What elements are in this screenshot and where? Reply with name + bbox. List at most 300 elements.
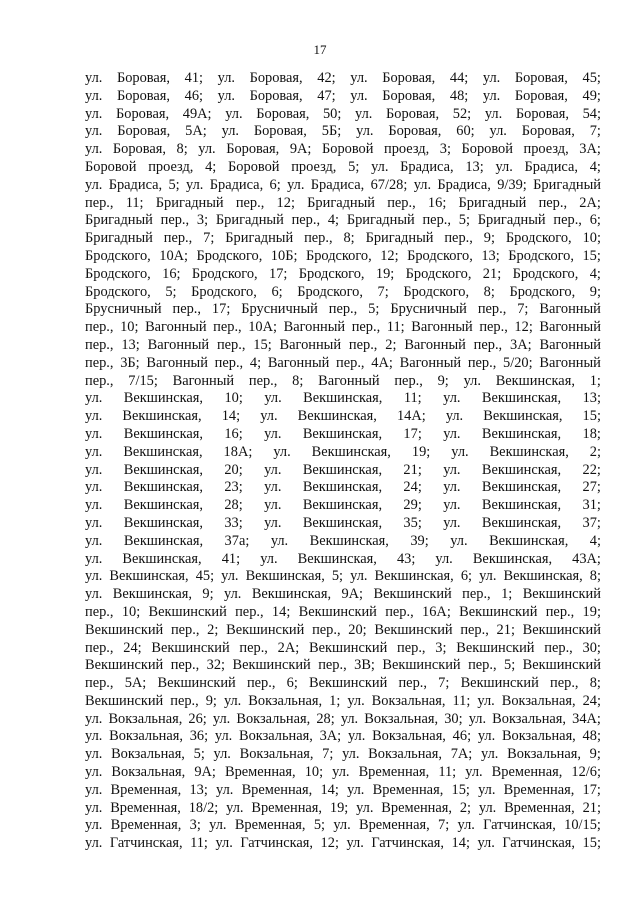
word: ул. — [463, 372, 481, 389]
word: пер., — [544, 639, 573, 656]
word: 3А; — [579, 141, 601, 158]
word: 4; — [327, 212, 340, 229]
word: ул. — [445, 408, 464, 425]
word: 3; — [435, 639, 447, 656]
word: 9А; — [341, 586, 364, 603]
word: Временная, — [381, 799, 452, 816]
word: Боровая, — [116, 70, 171, 86]
word: 18А; — [223, 443, 253, 460]
word: 4; — [205, 158, 217, 175]
word: Векшинская, — [489, 532, 569, 549]
word: Боровая, — [382, 70, 436, 86]
text-line — [85, 355, 601, 373]
word: 67/28; — [370, 176, 408, 193]
word: 3; — [189, 817, 201, 834]
word: Бригадный — [458, 194, 527, 211]
word: пер., — [538, 194, 568, 211]
word: Векшинская, — [122, 550, 202, 567]
word: ул. — [85, 425, 103, 442]
word: 15; — [582, 835, 601, 852]
text-line — [85, 212, 601, 230]
word: ул. — [346, 835, 364, 852]
word: 5Б; — [321, 123, 342, 140]
word: 3; — [439, 141, 451, 158]
word: Вокзальная, — [248, 692, 323, 709]
word: пер., — [248, 372, 278, 389]
word: Векшинская, — [472, 550, 553, 567]
word: 27; — [582, 479, 601, 496]
word: ул. — [478, 781, 496, 798]
word: Боровая, — [514, 87, 568, 104]
word: ул. — [443, 497, 461, 514]
word: ул. — [443, 390, 461, 407]
word: 20; — [224, 461, 243, 478]
word: ул. — [186, 176, 204, 193]
word: Векшинский — [226, 621, 305, 638]
word: 3В; — [354, 657, 375, 674]
word: Векшинский — [85, 692, 164, 709]
word: Векшинская, — [112, 586, 192, 603]
word: Гатчинская, — [240, 835, 314, 852]
word: ул. — [371, 158, 389, 175]
word: 14; — [320, 781, 339, 798]
word: 10А; — [159, 247, 189, 264]
word: Вокзальная, — [492, 710, 567, 727]
word: Векшинская, — [311, 443, 391, 460]
word: 46; — [184, 87, 204, 104]
word: ул. — [85, 764, 103, 781]
word: ул. — [435, 550, 453, 567]
word: Вагонный — [172, 372, 235, 389]
word: 42; — [317, 70, 336, 86]
word: Вокзальная, — [501, 728, 576, 745]
word: пер., — [468, 657, 497, 674]
word: 16; — [162, 265, 181, 282]
word: Бригадный — [477, 212, 546, 229]
text-line — [85, 657, 601, 675]
word: ул. — [85, 781, 103, 798]
word: Векшинская, — [297, 550, 377, 567]
word: 8; — [176, 141, 188, 158]
text-line — [85, 159, 601, 177]
word: Бродского, — [85, 265, 151, 282]
word: Векшинский — [456, 639, 535, 656]
word: Боровая, — [116, 87, 171, 104]
word: Векшинская, — [122, 408, 202, 425]
word: ул. — [264, 461, 282, 478]
word: 9; — [205, 692, 217, 709]
word: 1; — [589, 372, 601, 389]
text-line — [85, 141, 601, 159]
word: Векшинский — [148, 603, 227, 620]
word: ул. — [85, 141, 103, 158]
word: ул. — [413, 176, 432, 193]
word: Брадиса, — [310, 176, 365, 193]
word: Векшинская, — [495, 372, 575, 389]
word: Векшинская, — [309, 532, 389, 549]
word: Бродского, — [191, 265, 258, 282]
word: Векшинская, — [123, 461, 203, 478]
word: 14; — [221, 408, 241, 425]
word: 11; — [386, 319, 405, 336]
word: ул. — [85, 550, 103, 567]
word: 6; — [271, 283, 283, 300]
word: ул. — [356, 799, 374, 816]
word: Векшинская, — [245, 568, 325, 585]
word: ул. — [495, 158, 513, 175]
word: 36; — [189, 728, 209, 745]
word: ул. — [212, 710, 231, 727]
address-list — [85, 70, 601, 853]
word: Боровая, — [256, 105, 310, 122]
word: 1; — [501, 586, 513, 603]
word: пер., — [479, 319, 508, 336]
word: пер., — [160, 212, 190, 229]
word: 30; — [582, 639, 601, 656]
word: Бродского, — [85, 283, 151, 300]
word: ул. — [85, 443, 103, 460]
word: Вагонный — [399, 354, 462, 371]
text-line — [85, 408, 601, 426]
word: Вокзальная, — [501, 692, 576, 709]
word: 12; — [514, 319, 533, 336]
word: 8; — [483, 283, 495, 300]
word: Векшинская, — [123, 425, 203, 442]
word: 17; — [582, 781, 601, 798]
word: Вагонный — [318, 372, 380, 389]
word: ул. — [356, 123, 374, 140]
word: 1; — [329, 692, 341, 709]
word: Гатчинская, — [109, 835, 183, 852]
word: 19; — [582, 603, 601, 620]
word: Векшинский — [382, 657, 461, 674]
text-line — [85, 551, 601, 569]
word: 5; — [458, 212, 470, 229]
word: ул. — [85, 87, 103, 104]
word: ул. — [484, 105, 503, 122]
word: пер., — [304, 230, 333, 247]
word: 18; — [582, 425, 601, 442]
word: ул. — [85, 390, 103, 407]
word: Боровая, — [117, 123, 171, 140]
word: Вагонный — [267, 354, 330, 371]
word: Векшинская, — [123, 390, 204, 407]
word: ул. — [264, 514, 282, 531]
word: пер., — [336, 354, 365, 371]
word: ул. — [85, 514, 103, 531]
word: Векшинская, — [251, 586, 332, 603]
word: Вокзальная, — [111, 746, 185, 763]
word: ул. — [85, 586, 103, 603]
word: Боровая, — [515, 105, 569, 122]
word: Вагонный — [539, 319, 601, 336]
word: пер., — [348, 336, 378, 353]
word: Векшинский — [298, 603, 377, 620]
word: Векшинский — [309, 675, 388, 692]
word: 45; — [582, 70, 601, 86]
word: Временная, — [224, 764, 296, 781]
word: ул. — [221, 123, 239, 140]
word: пер., — [172, 301, 201, 318]
word: Брадиса, — [108, 176, 163, 193]
word: Боровая, — [521, 123, 575, 140]
word: Временная, — [503, 781, 575, 798]
word: ул. — [85, 710, 103, 727]
word: ул. — [85, 408, 103, 425]
word: пер., — [216, 336, 246, 353]
word: 2; — [459, 799, 472, 816]
word: ул. — [85, 817, 103, 834]
word: проезд, — [148, 158, 194, 175]
word: 10; — [121, 603, 141, 620]
word: Временная, — [358, 764, 430, 781]
word: ул. — [215, 835, 233, 852]
word: 13; — [582, 390, 601, 407]
word: Гатчинская, — [483, 817, 556, 834]
word: ул. — [489, 123, 507, 140]
word: Бродского, — [512, 265, 579, 282]
word: 7А; — [450, 746, 473, 763]
text-line — [85, 70, 601, 88]
word: 17; — [403, 425, 422, 442]
word: ул. — [264, 479, 282, 496]
word: Бригадный — [225, 230, 294, 247]
word: Вагонный — [283, 319, 346, 336]
text-line — [85, 622, 601, 640]
word: ул. — [85, 568, 103, 585]
word: 49; — [582, 87, 601, 104]
word: 9; — [589, 283, 601, 300]
word: ул. — [85, 70, 103, 86]
word: ул. — [450, 532, 468, 549]
word: 44; — [449, 70, 469, 86]
word: 4; — [249, 354, 262, 371]
word: ул. — [333, 817, 351, 834]
word: 7; — [203, 230, 215, 247]
word: Бродского, — [505, 230, 572, 247]
word: Гатчинская, — [371, 835, 445, 852]
word: ул. — [443, 479, 461, 496]
word: Брадиса, — [209, 176, 264, 193]
word: Векшинская, — [123, 479, 203, 496]
word: Векшинский — [85, 621, 164, 638]
word: пер., — [312, 621, 341, 638]
word: Бродского, — [297, 283, 363, 300]
word: 3Б; — [120, 354, 140, 371]
word: пер., — [328, 301, 358, 318]
word: 2А; — [277, 639, 300, 656]
text-line — [85, 337, 601, 355]
word: Бродского, — [196, 247, 263, 264]
word: ул. — [85, 105, 103, 122]
word: Вагонный — [404, 336, 466, 353]
word: 6; — [269, 176, 281, 193]
word: 31; — [582, 497, 601, 514]
word: Брусничный — [241, 301, 318, 318]
word: ул. — [482, 87, 501, 104]
text-line — [85, 604, 601, 622]
word: ул. — [85, 123, 103, 140]
word: ул. — [342, 746, 360, 763]
word: 6; — [286, 675, 298, 692]
word: пер., — [422, 212, 451, 229]
word: ул. — [209, 817, 227, 834]
word: Вокзальная, — [238, 728, 313, 745]
word: 7; — [589, 123, 601, 140]
word: Векшинская, — [297, 408, 377, 425]
word: Гатчинская, — [502, 835, 576, 852]
text-line — [85, 123, 601, 141]
word: Временная, — [251, 799, 323, 816]
word: Бригадный — [346, 212, 415, 229]
word: Боровой — [228, 158, 280, 175]
word: пер., — [246, 675, 276, 692]
word: ул. — [443, 514, 461, 531]
word: 15; — [582, 247, 601, 264]
word: ул. — [85, 497, 103, 514]
word: ул. — [332, 764, 350, 781]
word: Векшинский — [522, 621, 601, 638]
word: 12; — [380, 247, 399, 264]
word: ул. — [221, 568, 239, 585]
word: 24; — [403, 479, 422, 496]
word: ул. — [217, 70, 235, 86]
word: 4; — [589, 532, 601, 549]
word: Вокзальная, — [109, 728, 183, 745]
text-line — [85, 462, 601, 480]
word: Векшинская, — [503, 568, 583, 585]
word: 20; — [348, 621, 367, 638]
word: Вокзальная, — [239, 746, 314, 763]
page-number: 17 — [313, 42, 327, 57]
word: 30; — [444, 710, 463, 727]
word: ул. — [85, 479, 103, 496]
word: ул. — [350, 70, 368, 86]
word: Бродского, — [298, 265, 365, 282]
word: ул. — [85, 835, 103, 852]
text-line — [85, 728, 601, 746]
word: 32; — [206, 657, 226, 674]
word: 26; — [188, 710, 207, 727]
word: Векшинский — [373, 586, 452, 603]
word: Векшинская, — [481, 461, 562, 478]
word: 23; — [224, 479, 243, 496]
word: Боровой — [461, 141, 513, 158]
word: 11; — [190, 835, 208, 852]
text-line — [85, 177, 601, 195]
word: Бригадный — [215, 212, 284, 229]
word: ул. — [465, 764, 483, 781]
word: ул. — [477, 835, 495, 852]
word: пер., — [385, 603, 414, 620]
word: ул. — [457, 817, 475, 834]
word: 14; — [271, 603, 291, 620]
word: ул. — [85, 532, 103, 549]
word: 5/20; — [503, 354, 533, 371]
word: 28; — [224, 497, 243, 514]
word: Векшинская, — [303, 390, 383, 407]
word: 16; — [224, 425, 243, 442]
word: Боровая, — [249, 87, 303, 104]
word: пер., — [477, 301, 507, 318]
word: ул. — [85, 799, 103, 816]
word: 10; — [582, 230, 601, 247]
word: 9; — [202, 586, 214, 603]
text-line — [85, 586, 601, 604]
word: Брадиса, — [524, 158, 578, 175]
word: ул. — [270, 532, 289, 549]
word: 5; — [348, 158, 360, 175]
word: пер., — [553, 212, 582, 229]
word: ул. — [225, 105, 243, 122]
word: пер., — [163, 230, 193, 247]
word: 45; — [195, 568, 215, 585]
text-line — [85, 479, 601, 497]
word: ул. — [213, 746, 231, 763]
word: Бродского, — [85, 247, 151, 264]
word: Векшинский — [522, 657, 601, 674]
word: ул. — [223, 692, 242, 709]
word: 19; — [329, 799, 349, 816]
word: 35; — [403, 514, 422, 531]
word: ул. — [451, 443, 469, 460]
word: Брусничный — [85, 301, 162, 318]
word: Векшинская, — [302, 479, 383, 496]
word: пер., — [85, 603, 114, 620]
word: Боровая, — [386, 105, 440, 122]
text-line — [85, 230, 601, 248]
word: 10А; — [248, 319, 278, 336]
text-line — [85, 693, 601, 711]
word: 5; — [168, 176, 180, 193]
word: ул. — [477, 692, 495, 709]
word: Вагонный — [539, 336, 601, 353]
word: пер., — [170, 621, 200, 638]
word: 47; — [317, 87, 336, 104]
word: Векшинская, — [481, 479, 562, 496]
word: 11; — [125, 194, 144, 211]
word: 5; — [165, 283, 177, 300]
word: пер., — [239, 639, 268, 656]
word: 48; — [449, 87, 469, 104]
word: пер., — [398, 675, 427, 692]
word: 5А; — [185, 123, 207, 140]
word: 17; — [269, 265, 288, 282]
word: пер., — [462, 586, 491, 603]
word: 49А; — [182, 105, 212, 122]
word: Боровой — [321, 141, 374, 158]
word: ул. — [264, 497, 282, 514]
text-line — [85, 568, 601, 586]
text-line — [85, 195, 601, 213]
word: 19; — [375, 265, 395, 282]
word: Временная, — [359, 817, 430, 834]
word: пер., — [214, 354, 244, 371]
word: Вагонный — [146, 354, 208, 371]
word: ул. — [226, 799, 244, 816]
word: ул. — [198, 141, 216, 158]
word: 3А; — [510, 336, 532, 353]
word: 5; — [193, 746, 205, 763]
word: Временная, — [491, 764, 563, 781]
word: 16; — [427, 194, 447, 211]
word: 15; — [451, 781, 470, 798]
word: ул. — [85, 461, 103, 478]
word: 4А; — [371, 354, 393, 371]
word: 48; — [582, 728, 601, 745]
word: пер., — [85, 372, 114, 389]
word: 22; — [582, 461, 601, 478]
